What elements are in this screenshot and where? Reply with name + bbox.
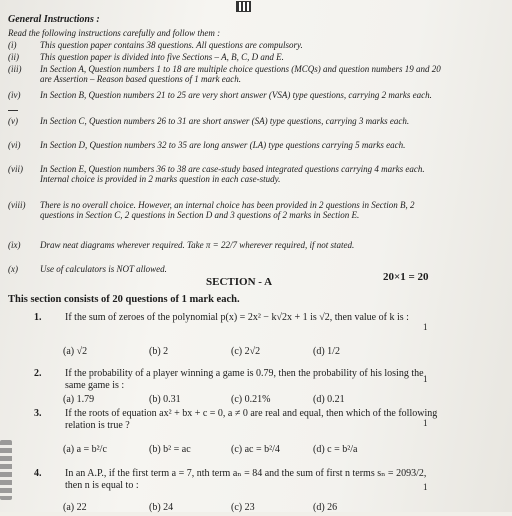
question-mark: 1 [423,418,428,428]
options-row [63,502,443,516]
option-b: (b) 24 [149,502,174,513]
option-c: (c) 23 [231,502,255,513]
option-a: (a) 22 [63,502,87,513]
option-d: (d) 26 [313,502,338,513]
instruction-number: (i) [8,40,17,50]
option-b: (b) b² = ac [149,444,191,455]
instruction-text: In Section E, Question numbers 36 to 38 are case-study based integrated questions carrying 4 marks each. Internal choice is provided in 2 marks question in each case-study. [40,164,425,184]
instruction-text: In Section D, Question numbers 32 to 35 are long answer (LA) type questions carrying 5 marks each. [40,140,406,150]
instruction-number: (x) [8,264,18,274]
instruction-number: (vii) [8,164,23,174]
instruction-text: Use of calculators is NOT allowed. [40,264,167,274]
option-d: (d) c = b²/a [313,444,358,455]
question-mark: 1 [423,374,428,384]
option-c: (c) 2√2 [231,346,261,357]
options-row [63,346,443,360]
section-marks: 20×1 = 20 [383,271,429,283]
margin-mark [8,110,18,111]
instruction-text: This question paper is divided into five Sections – A, B, C, D and E. [40,52,284,62]
question-text: If the sum of zeroes of the polynomial p(x) = 2x² − k√2x + 1 is √2, then value of k is : [65,312,409,323]
instructions-intro: Read the following instructions carefully and follow them : [8,28,221,38]
options-row [63,444,443,458]
instruction-text: There is no overall choice. However, an internal choice has been provided in 2 questions in Section B, 2 questions in Section C, 2 questions in Section D and 3 questions of 2 marks in Section E. [40,200,415,220]
question-mark: 1 [423,482,428,492]
instruction-number: (vi) [8,140,21,150]
instruction-number: (iv) [8,90,21,100]
option-a: (a) √2 [63,346,88,357]
section-intro: This section consists of 20 questions of 1 mark each. [8,294,240,305]
option-c: (c) 0.21% [231,394,271,405]
instruction-text: Draw neat diagrams wherever required. Take π = 22/7 wherever required, if not stated. [40,240,355,250]
question-number: 3. [34,408,42,419]
question-mark: 1 [423,322,428,332]
option-b: (b) 0.31 [149,394,181,405]
option-c: (c) ac = b²/4 [231,444,280,455]
question-text: If the roots of equation ax² + bx + c = 0, a ≠ 0 are real and equal, then which of the following relation is true ? [65,408,438,431]
options-row [63,394,443,408]
question-number: 1. [34,312,42,323]
instruction-number: (ix) [8,240,21,250]
instruction-number: (ii) [8,52,19,62]
general-instructions-title: General Instructions : [8,14,100,25]
instruction-number: (viii) [8,200,26,210]
instruction-text: In Section C, Question numbers 26 to 31 are short answer (SA) type questions, carrying 3 marks each. [40,116,410,126]
instruction-number: (v) [8,116,18,126]
option-d: (d) 1/2 [313,346,340,357]
instruction-text: In Section A, Question numbers 1 to 18 are multiple choice questions (MCQs) and question numbers 19 and 20 are Assertion – Reason based questions of 1 mark each. [40,64,441,84]
section-title: SECTION - A [206,276,273,288]
option-a: (a) a = b²/c [63,444,107,455]
instruction-text: This question paper contains 38 questions. All questions are compulsory. [40,40,303,50]
option-d: (d) 0.21 [313,394,345,405]
qr-code-icon [236,1,251,12]
question-text: If the probability of a player winning a game is 0.79, then the probability of his losing the same game is : [65,368,424,391]
option-b: (b) 2 [149,346,169,357]
binding-holes [0,440,12,500]
question-number: 4. [34,468,42,479]
option-a: (a) 1.79 [63,394,95,405]
instruction-text: In Section B, Question numbers 21 to 25 are very short answer (VSA) type questions, carrying 2 marks each. [40,90,432,100]
question-number: 2. [34,368,42,379]
instruction-number: (iii) [8,64,22,74]
question-text: In an A.P., if the first term a = 7, nth term aₙ = 84 and the sum of first n terms sₙ = 2093/2, then n is equal to : [65,468,427,491]
